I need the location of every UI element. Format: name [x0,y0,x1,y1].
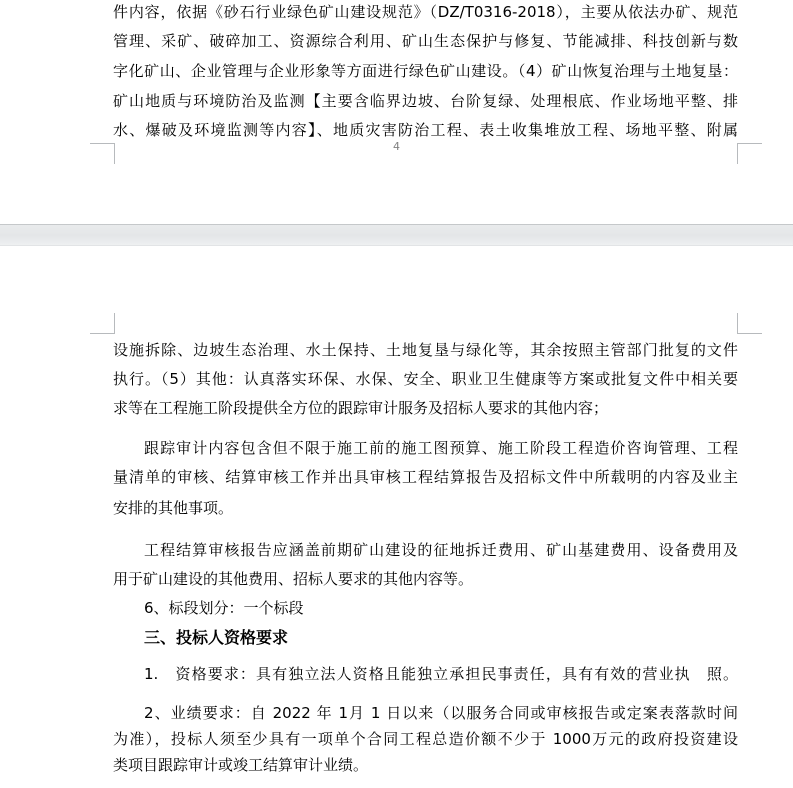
text-line: 为准），投标人须至少具有一项单个合同工程总造价额不少于 1000万元的政府投资建设 [113,730,738,748]
text-line: 工程结算审核报告应涵盖前期矿山建设的征地拆迁费用、矿山基建费用、设备费用及 [144,541,738,559]
page-number: 4 [393,140,400,153]
text-line: 设施拆除、边坡生态治理、水土保持、土地复垦与绿化等，其余按照主管部门批复的文件 [113,341,738,359]
text-line: 跟踪审计内容包含但不限于施工前的施工图预算、施工阶段工程造价咨询管理、工程 [144,439,738,457]
text-line: 1. 资格要求：具有独立法人资格且能独立承担民事责任，具有有效的营业执 照。 [144,665,738,683]
text-line: 件内容，依据《砂石行业绿色矿山建设规范》（DZ/T0316-2018），主要从依法办矿、规范 [113,3,738,21]
text-line: 2、业绩要求：自 2022 年 1月 1 日以来（以服务合同或审核报告或定案表落款时间 [144,704,738,722]
page-break-separator[interactable] [0,224,793,246]
section-heading: 三、投标人资格要求 [144,628,289,647]
text-line: 用于矿山建设的其他费用、招标人要求的其他内容等。 [113,570,474,588]
text-line: 字化矿山、企业管理与企业形象等方面进行绿色矿山建设。（4）矿山恢复治理与土地复垦： [113,62,738,80]
text-line: 水、爆破及环境监测等内容】、地质灾害防治工程、表土收集堆放工程、场地平整、附属 [113,121,738,139]
text-line: 安排的其他事项。 [113,499,234,517]
margin-crop-mark [737,143,762,164]
margin-crop-mark [90,313,115,334]
text-line: 量清单的审核、结算审核工作并出具审核工程结算报告及招标文件中所载明的内容及业主 [113,468,738,486]
text-line: 类项目跟踪审计或竣工结算审计业绩。 [113,756,369,774]
text-line: 执行。（5）其他：认真落实环保、水保、安全、职业卫生健康等方案或批复文件中相关要 [113,370,738,388]
margin-crop-mark [90,143,115,164]
text-line: 6、标段划分：一个标段 [144,599,304,617]
text-line: 矿山地质与环境防治及监测【主要含临界边坡、台阶复绿、处理根底、作业场地平整、排 [113,92,738,110]
margin-crop-mark [737,313,762,334]
text-line: 求等在工程施工阶段提供全方位的跟踪审计服务及招标人要求的其他内容； [113,399,609,417]
text-line: 管理、采矿、破碎加工、资源综合利用、矿山生态保护与修复、节能减排、科技创新与数 [113,32,738,50]
